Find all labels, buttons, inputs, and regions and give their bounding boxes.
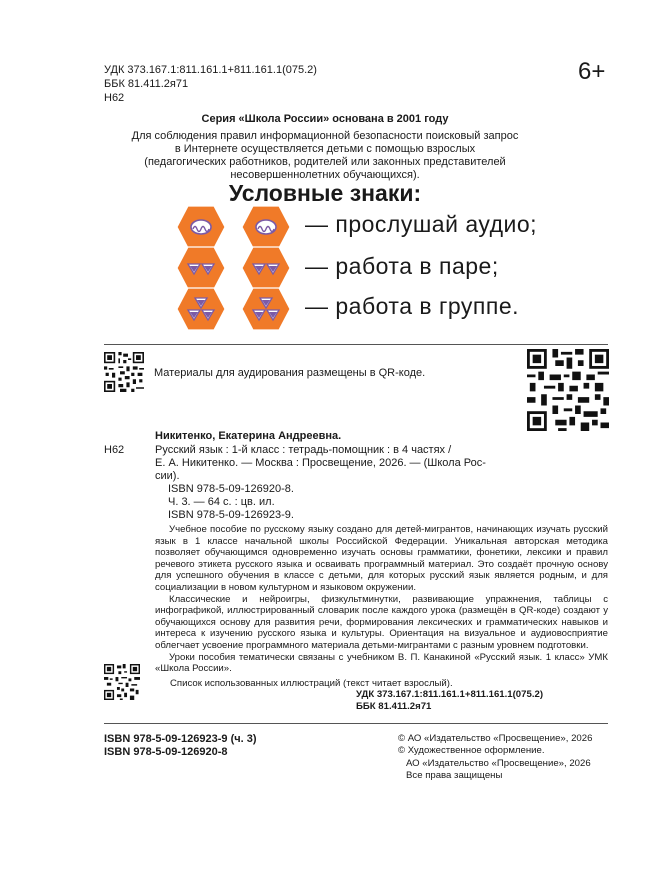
catalog-isbn-part: ISBN 978-5-09-126923-9. [168,509,294,521]
copyright-line: © АО «Издательство «Просвещение», 2026 [398,733,593,744]
safety-notice-line: несовершеннолетних обучающихся). [230,169,420,181]
isbn-line: ISBN 978-5-09-126920-8 [104,746,228,758]
divider [104,344,608,345]
isbn-line: ISBN 978-5-09-126923-9 (ч. 3) [104,733,257,745]
copyright-line: Все права защищены [398,770,503,782]
legend-text-group: — работа в группе. [305,293,520,319]
book-code: Н62 [104,92,125,104]
safety-notice-line: Для соблюдения правил информационной безопасности поисковый запрос [131,130,519,142]
divider [104,723,608,724]
qr-note: Материалы для аудирования размещены в QR-коде. [154,367,426,379]
pair-work-icon [241,246,291,290]
footer-bbk: ББК 81.411.2я71 [356,701,432,712]
illustrations-note: Список использованных иллюстраций (текст читает взрослый). [170,678,453,689]
annotation-paragraph: Учебное пособие по русскому языку создано для детей-мигрантов, начинающих изучать русский язык в 1 классе начальной школы Российской Федерации. Уникальная авторская методика позволяет обучающимся одновременно изучать основы грамматики, фонетики, лексики и правил речевого этикета русского языка и осваивать программный материал. Это создаёт прочную основу для успешного обучения в классе с детьми, для которых русский язык является родным, и для социализации в новом культурном и языковом окружении. [155,524,608,593]
qr-code-large[interactable] [527,349,609,431]
bbk-code: ББК 81.411.2я71 [104,78,189,90]
copyright-line: АО «Издательство «Просвещение», 2026 [398,757,591,769]
catalog-description [155,444,608,483]
catalog-line: сии). [155,470,180,482]
series-note: Серия «Школа России» основана в 2001 году [201,113,449,125]
safety-notice-line: (педагогических работников, родителей или законных представителей [144,156,506,168]
qr-code-illustrations[interactable] [104,664,140,700]
listen-audio-icon [176,205,226,249]
legend-title: Условные знаки: [228,180,422,206]
catalog-line: Русский язык : 1-й класс : тетрадь-помощник : в 4 частях / [155,444,452,456]
annotation [155,524,608,675]
annotation-paragraph: Уроки пособия тематически связаны с учебником В. П. Канакиной «Русский язык. 1 класс» УМК «Школа России». [155,651,608,675]
udk-code: УДК 373.167.1:811.161.1+811.161.1(075.2) [104,64,317,76]
safety-notice [100,130,550,182]
catalog-isbn-set: ISBN 978-5-09-126920-8. [168,483,294,495]
group-work-icon [241,287,291,331]
legend-text-pair: — работа в паре; [305,253,499,279]
footer-udk: УДК 373.167.1:811.161.1+811.161.1(075.2) [356,689,544,700]
pair-work-icon [176,246,226,290]
copyright-line: © Художественное оформление. [398,745,545,757]
legend-text-audio: — прослушай аудио; [305,211,538,237]
catalog-part: Ч. 3. — 64 с. : цв. ил. [168,496,275,508]
listen-audio-icon [241,205,291,249]
age-rating: 6+ [578,58,606,85]
annotation-paragraph: Классические и нейроигры, физкультминутки, развивающие упражнения, таблицы с инфографикой, иллюстрированный словарик после каждого урока (размещён в QR-коде) создают у обучающихся основу для развития речи, формирования лексических и грамматических навыков и интереса к изучению русского языка и культуры. Ориентация на визуальное и аудиовосприятие облегчает усвоение программного материала детьми-мигрантами с разным уровнем подготовки. [155,593,608,651]
group-work-icon [176,287,226,331]
qr-code-small[interactable] [104,352,144,392]
safety-notice-line: в Интернете осуществляется детьми с помощью взрослых [174,143,476,155]
catalog-code: Н62 [104,444,125,456]
catalog-line: Е. А. Никитенко. — Москва : Просвещение, 2026. — (Школа Рос- [155,457,486,469]
isbn-block [104,733,257,759]
catalog-author: Никитенко, Екатерина Андреевна. [155,430,342,442]
copyright-block [398,733,592,783]
